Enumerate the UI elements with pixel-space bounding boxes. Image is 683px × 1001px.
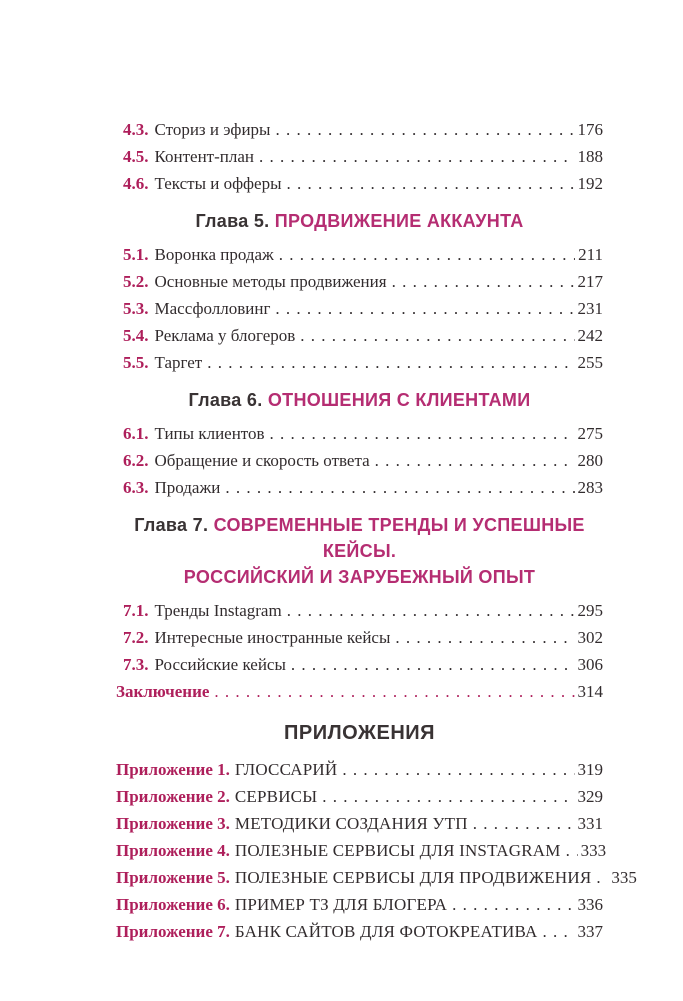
toc-entry-page: 306 <box>577 655 603 674</box>
toc-entry-page: 275 <box>577 424 603 443</box>
dot-leader <box>342 756 574 783</box>
appendix-number-label: Приложение 5. <box>116 868 230 887</box>
dot-leader <box>596 864 608 891</box>
dot-leader <box>275 295 574 322</box>
toc-entry-number: 4.6. <box>123 174 149 193</box>
dot-leader <box>214 678 574 705</box>
toc-entry <box>116 420 603 447</box>
chapter-6-heading <box>116 387 603 413</box>
toc-entry-appendix <box>116 864 637 891</box>
table-of-contents <box>116 116 637 945</box>
dot-leader <box>207 349 574 376</box>
toc-entry-title: Обращение и скорость ответа <box>154 451 370 470</box>
toc-entry <box>116 116 603 143</box>
appendix-title: БАНК САЙТОВ ДЛЯ ФОТОКРЕАТИВА <box>234 922 538 941</box>
toc-entry-title: Реклама у блогеров <box>154 326 296 345</box>
toc-entry-title: Типы клиентов <box>154 424 265 443</box>
dot-leader <box>375 447 575 474</box>
toc-entry-appendix <box>116 783 603 810</box>
toc-entry-page: 302 <box>577 628 603 647</box>
toc-entry <box>116 474 603 501</box>
toc-entry-page: 329 <box>577 787 603 806</box>
toc-entry-number: 7.2. <box>123 628 149 647</box>
dot-leader <box>322 783 574 810</box>
chapter-title: ОТНОШЕНИЯ С КЛИЕНТАМИ <box>267 390 531 410</box>
toc-entry-page: 211 <box>578 245 603 264</box>
conclusion-label: Заключение <box>116 682 210 701</box>
toc-entry-title: Сториз и эфиры <box>154 120 271 139</box>
toc-entry <box>116 651 603 678</box>
chapter-7-heading <box>116 512 603 590</box>
toc-entry-page: 280 <box>577 451 603 470</box>
toc-entry-number: 7.3. <box>123 655 149 674</box>
dot-leader <box>473 810 575 837</box>
toc-entry-title: Продажи <box>154 478 221 497</box>
dot-leader <box>392 268 575 295</box>
toc-entry-page: 192 <box>577 174 603 193</box>
appendix-number-label: Приложение 7. <box>116 922 230 941</box>
dot-leader <box>566 837 578 864</box>
appendices-heading: ПРИЛОЖЕНИЯ <box>283 722 436 744</box>
toc-entry-appendix <box>116 810 603 837</box>
appendix-number-label: Приложение 3. <box>116 814 230 833</box>
dot-leader <box>287 597 575 624</box>
toc-entry <box>116 349 603 376</box>
toc-entry-number: 4.3. <box>123 120 149 139</box>
toc-entry-page: 295 <box>577 601 603 620</box>
toc-entry-page: 335 <box>611 868 637 887</box>
dot-leader <box>225 474 574 501</box>
appendix-title: ГЛОССАРИЙ <box>234 760 338 779</box>
toc-entry-appendix <box>116 891 603 918</box>
dot-leader <box>279 241 575 268</box>
chapter-number-label: Глава 5. <box>195 211 270 231</box>
toc-entry-title: Основные методы продвижения <box>154 272 387 291</box>
appendix-title: СЕРВИСЫ <box>234 787 318 806</box>
toc-entry-page: 231 <box>577 299 603 318</box>
chapter-number-label: Глава 7. <box>134 515 209 535</box>
toc-entry-number: 6.1. <box>123 424 149 443</box>
appendix-title: ПРИМЕР ТЗ ДЛЯ БЛОГЕРА <box>234 895 448 914</box>
toc-entry <box>116 322 603 349</box>
dot-leader <box>259 143 575 170</box>
toc-entry-number: 5.1. <box>123 245 149 264</box>
toc-entry-title: Таргет <box>154 353 203 372</box>
toc-entry-page: 319 <box>577 760 603 779</box>
toc-entry-number: 6.2. <box>123 451 149 470</box>
toc-entry-page: 314 <box>577 682 603 701</box>
toc-entry-number: 4.5. <box>123 147 149 166</box>
toc-entry-page: 337 <box>577 922 603 941</box>
toc-entry <box>116 268 603 295</box>
appendix-title: ПОЛЕЗНЫЕ СЕРВИСЫ ДЛЯ ПРОДВИЖЕНИЯ <box>234 868 592 887</box>
toc-entry-appendix <box>116 756 603 783</box>
dot-leader <box>395 624 574 651</box>
toc-entry <box>116 143 603 170</box>
toc-entry-title: Контент-план <box>154 147 254 166</box>
toc-entry-title: Тексты и офферы <box>154 174 282 193</box>
appendix-title: ПОЛЕЗНЫЕ СЕРВИСЫ ДЛЯ INSTAGRAM <box>234 841 561 860</box>
dot-leader <box>452 891 574 918</box>
toc-entry-number: 5.2. <box>123 272 149 291</box>
toc-entry-number: 5.3. <box>123 299 149 318</box>
toc-entry-number: 7.1. <box>123 601 149 620</box>
toc-entry-title: Российские кейсы <box>154 655 286 674</box>
toc-entry-page: 255 <box>577 353 603 372</box>
toc-entry <box>116 170 603 197</box>
appendix-title: МЕТОДИКИ СОЗДАНИЯ УТП <box>234 814 468 833</box>
appendix-number-label: Приложение 1. <box>116 760 230 779</box>
dot-leader <box>300 322 574 349</box>
chapter-title: ПРОДВИЖЕНИЕ АККАУНТА <box>274 211 524 231</box>
toc-entry-number: 5.4. <box>123 326 149 345</box>
toc-entry-page: 242 <box>577 326 603 345</box>
toc-entry <box>116 295 603 322</box>
toc-entry-page: 176 <box>577 120 603 139</box>
toc-entry-page: 331 <box>577 814 603 833</box>
toc-entry-page: 188 <box>577 147 603 166</box>
toc-entry <box>116 241 603 268</box>
dot-leader <box>287 170 575 197</box>
toc-entry-page: 333 <box>580 841 607 860</box>
appendix-number-label: Приложение 2. <box>116 787 230 806</box>
toc-entry <box>116 447 603 474</box>
toc-entry-title: Интересные иностранные кейсы <box>154 628 391 647</box>
dot-leader <box>270 420 575 447</box>
toc-entry-title: Массфолловинг <box>154 299 271 318</box>
appendix-number-label: Приложение 4. <box>116 841 230 860</box>
appendix-number-label: Приложение 6. <box>116 895 230 914</box>
toc-entry-page: 336 <box>577 895 603 914</box>
chapter-title-line1: СОВРЕМЕННЫЕ ТРЕНДЫ И УСПЕШНЫЕ КЕЙСЫ. <box>213 515 585 561</box>
toc-entry-conclusion <box>116 678 603 705</box>
toc-entry <box>116 624 603 651</box>
toc-entry-appendix <box>116 918 603 945</box>
toc-entry-number: 5.5. <box>123 353 149 372</box>
toc-entry <box>116 597 603 624</box>
toc-entry-title: Тренды Instagram <box>154 601 282 620</box>
chapter-5-heading <box>116 208 603 234</box>
chapter-number-label: Глава 6. <box>188 390 263 410</box>
toc-entry-page: 283 <box>577 478 603 497</box>
toc-entry-appendix <box>116 837 607 864</box>
dot-leader <box>542 918 574 945</box>
dot-leader <box>275 116 574 143</box>
toc-entry-number: 6.3. <box>123 478 149 497</box>
toc-entry-page: 217 <box>577 272 603 291</box>
toc-entry-title: Воронка продаж <box>154 245 274 264</box>
chapter-title-line2: РОССИЙСКИЙ И ЗАРУБЕЖНЫЙ ОПЫТ <box>183 567 536 587</box>
dot-leader <box>291 651 575 678</box>
